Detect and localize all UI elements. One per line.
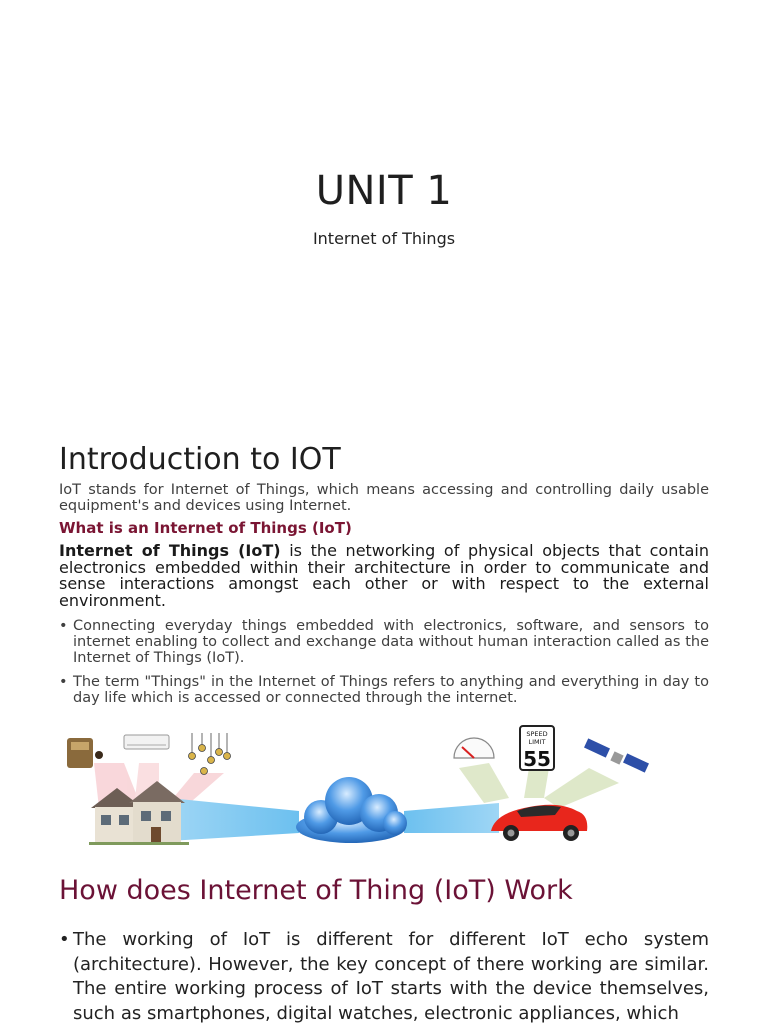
- left-beam: [169, 798, 299, 841]
- slide-subtitle: Internet of Things: [312, 229, 456, 248]
- definition-text: is the networking of physical objects that contain electronics embedded within their architecture in order to communicate and sense interactions amongst each other or with respect to the external environment.: [59, 541, 709, 610]
- intro-heading: Introduction to IOT: [59, 442, 341, 477]
- sign-value: 55: [523, 747, 551, 771]
- intro-paragraph: IoT stands for Internet of Things, which means accessing and controlling daily usable equipment's and devices using Internet.: [59, 482, 709, 514]
- how-it-works-bullets: [59, 928, 709, 1026]
- sign-line1: SPEED: [526, 730, 548, 738]
- sign-line2: LIMIT: [528, 738, 546, 746]
- definition-paragraph: [59, 543, 709, 609]
- how-it-works-slide: [0, 860, 768, 1024]
- list-item: • The working of IoT is different for different IoT echo system (architecture). However, the key concept of there working are similar. The entire working process of IoT starts with the device themselves, such as smartphones, digital watches, electronic appliances, which: [59, 928, 709, 1026]
- speed-limit-sign: [520, 726, 554, 771]
- how-it-works-heading: How does Internet of Thing (IoT) Work: [59, 875, 573, 906]
- intro-bullets: [59, 618, 709, 714]
- intro-slide: [0, 430, 768, 860]
- question-heading: What is an Internet of Things (IoT): [59, 519, 352, 537]
- list-item: • The term "Things" in the Internet of Things refers to anything and everything in day to day life which is accessed or connected through the internet.: [59, 674, 709, 706]
- light-bulbs-icon: [189, 733, 231, 775]
- slide-title: UNIT 1: [315, 168, 453, 214]
- air-conditioner-icon: [124, 735, 169, 749]
- title-slide: [0, 0, 768, 430]
- definition-term: Internet of Things (IoT): [59, 541, 281, 560]
- cloud-icon: [296, 777, 407, 843]
- list-item: • Connecting everyday things embedded with electronics, software, and sensors to internet enabling to collect and exchange data without human interaction called as the Internet of Things (IoT).: [59, 618, 709, 666]
- satellite-icon: [584, 738, 649, 772]
- right-beam: [404, 803, 499, 833]
- iot-illustration: [59, 723, 649, 853]
- speedometer-icon: [454, 738, 494, 758]
- car-icon: [491, 805, 587, 841]
